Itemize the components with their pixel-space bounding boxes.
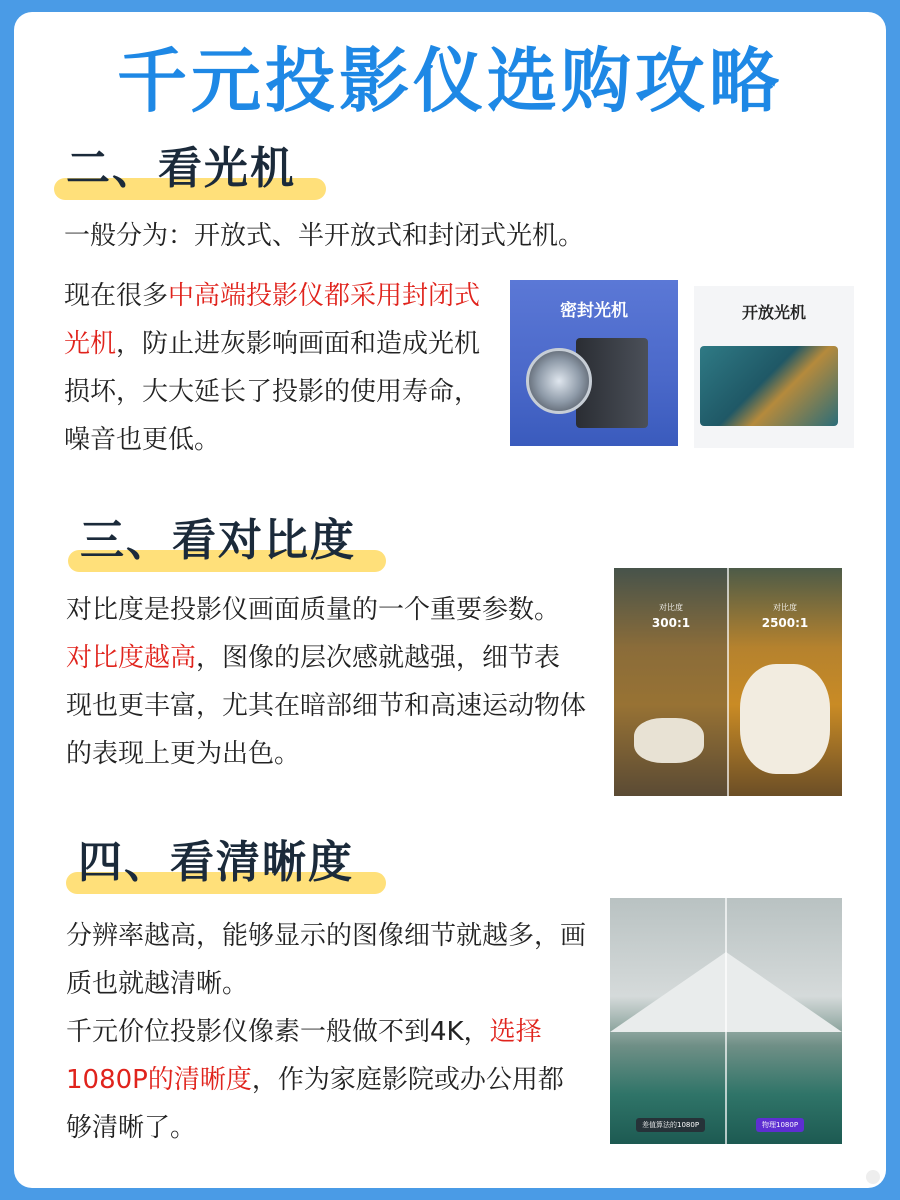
section-heading-clarity bbox=[66, 832, 386, 902]
resolution-comparison-image bbox=[610, 898, 842, 1144]
resolution-tag: 差值算法的1080P bbox=[636, 1118, 705, 1132]
image-caption: 开放光机 bbox=[741, 303, 806, 322]
section-heading-text: 三、看对比度 bbox=[80, 515, 356, 566]
contrast-value: 300:1 bbox=[651, 616, 691, 630]
para-text: ，防止进灰影响画面和造成光机损坏，大大延长了投影的使用寿命，噪音也更低。 bbox=[64, 329, 481, 455]
sheep-icon bbox=[634, 718, 704, 763]
para-highlight: 对比度越高 bbox=[66, 643, 197, 673]
open-optical-engine-image bbox=[694, 286, 854, 448]
para-text: ，图像的层次感就越强，细节表现也更丰富，尤其在暗部细节和高速运动物体的表现上更为出色。 bbox=[66, 643, 587, 769]
para-text: 分辨率越高，能够显示的图像细节就越多，画质也就越清晰。 bbox=[66, 921, 587, 999]
contrast-paragraph bbox=[66, 586, 586, 778]
section-heading-contrast bbox=[68, 510, 386, 580]
para-text-2 bbox=[66, 1008, 588, 1152]
section-heading-optical-engine bbox=[54, 138, 326, 208]
goat-icon bbox=[740, 664, 830, 774]
image-divider bbox=[725, 898, 727, 1144]
para-text: 千元价位投影仪像素一般做不到4K， bbox=[66, 1017, 490, 1047]
para-text: 现在很多 bbox=[64, 281, 169, 311]
page-title: 千元投影仪选购攻略 bbox=[117, 40, 783, 122]
content-card bbox=[14, 12, 886, 1188]
watermark-icon bbox=[866, 1170, 880, 1184]
para-highlight: 选择1080P的清晰度 bbox=[66, 1017, 542, 1095]
contrast-label: 对比度 bbox=[773, 603, 797, 612]
optical-engine-paragraph bbox=[64, 272, 484, 464]
contrast-value: 2500:1 bbox=[761, 616, 809, 630]
para-text: 对比度是投影仪画面质量的一个重要参数。 bbox=[66, 595, 561, 625]
para-text: ，作为家庭影院或办公用都够清晰了。 bbox=[66, 1065, 564, 1143]
circuit-board-icon bbox=[700, 346, 838, 426]
clarity-paragraph bbox=[66, 912, 588, 1152]
contrast-comparison-image bbox=[614, 568, 842, 796]
para-highlight: 中高端投影仪都采用封闭式光机 bbox=[64, 281, 481, 359]
lens-icon bbox=[526, 348, 592, 414]
contrast-label: 对比度 bbox=[659, 603, 683, 612]
section-heading-text: 二、看光机 bbox=[66, 143, 296, 194]
sealed-optical-engine-image bbox=[510, 280, 678, 446]
section-heading-text: 四、看清晰度 bbox=[78, 837, 354, 888]
resolution-tag: 物理1080P bbox=[756, 1118, 804, 1132]
image-caption: 密封光机 bbox=[560, 301, 628, 321]
optical-engine-intro: 一般分为：开放式、半开放式和封闭式光机。 bbox=[64, 221, 585, 251]
